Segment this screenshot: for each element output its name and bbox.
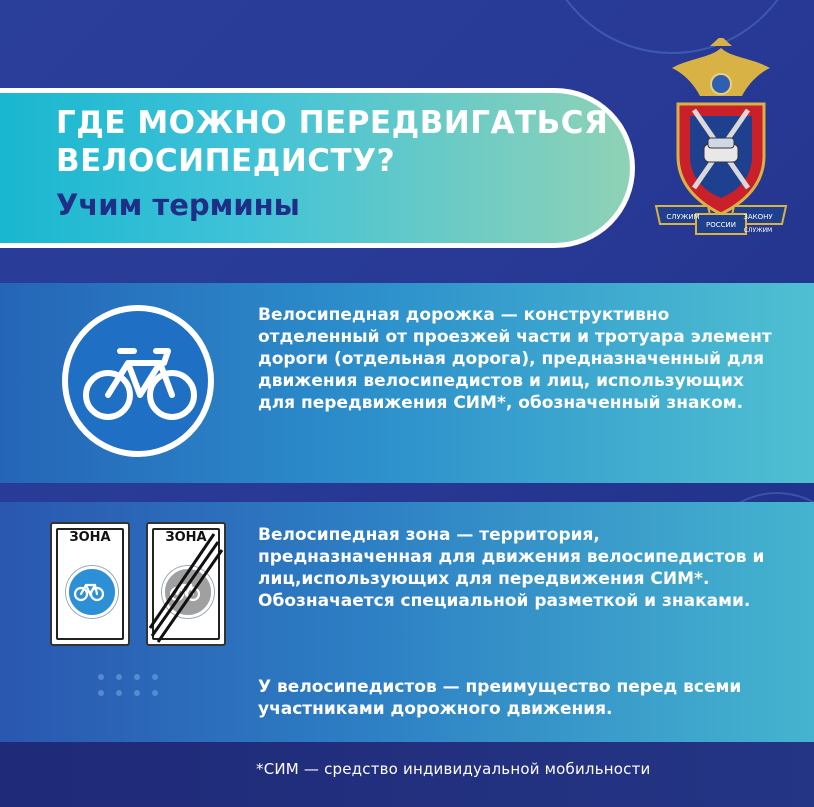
end-strike-lines <box>148 524 224 644</box>
bicycle-icon <box>68 311 208 451</box>
police-emblem-icon <box>650 38 792 236</box>
zone-start-sign <box>50 522 130 646</box>
bicycle-sign-icon <box>66 566 118 618</box>
ribbon-text-right2: СЛУЖИМ <box>743 227 773 234</box>
bicycle-path-definition: Велосипедная дорожка — конструктивно отделенный от проезжей части и тротуара элемент дороги (отдельная дорога), предназначенный для движения велосипедистов и лиц, использующих для передвижения СИМ*, обозначенный знаком. <box>258 305 772 413</box>
ribbon-text-center: РОССИИ <box>706 221 736 229</box>
page-title <box>56 104 616 180</box>
zone-start-sign-label: ЗОНА <box>69 530 111 545</box>
bicycle-path-sign-icon <box>62 305 214 457</box>
title-line-1: ГДЕ МОЖНО ПЕРЕДВИГАТЬСЯ <box>56 105 609 141</box>
ribbon-text-left: СЛУЖИМ <box>666 213 700 221</box>
footnote: *СИМ — средство индивидуальной мобильности <box>256 760 651 778</box>
zone-end-sign <box>146 522 226 646</box>
zone-end-sign-label: ЗОНА <box>165 530 207 545</box>
ribbon-text-right: ЗАКОНУ <box>743 213 773 221</box>
title-line-2: ВЕЛОСИПЕДИСТУ? <box>56 143 396 179</box>
cyclist-priority-note: У велосипедистов — преимущество перед всеми участниками дорожного движения. <box>258 677 742 719</box>
dot-grid-left <box>98 674 160 696</box>
page-subtitle: Учим термины <box>56 188 300 222</box>
bicycle-zone-definition: Велосипедная зона — территория, предназначенная для движения велосипедистов и лиц,использующих для передвижения СИМ*. Обозначается специальной разметкой и знаками. <box>258 525 765 611</box>
